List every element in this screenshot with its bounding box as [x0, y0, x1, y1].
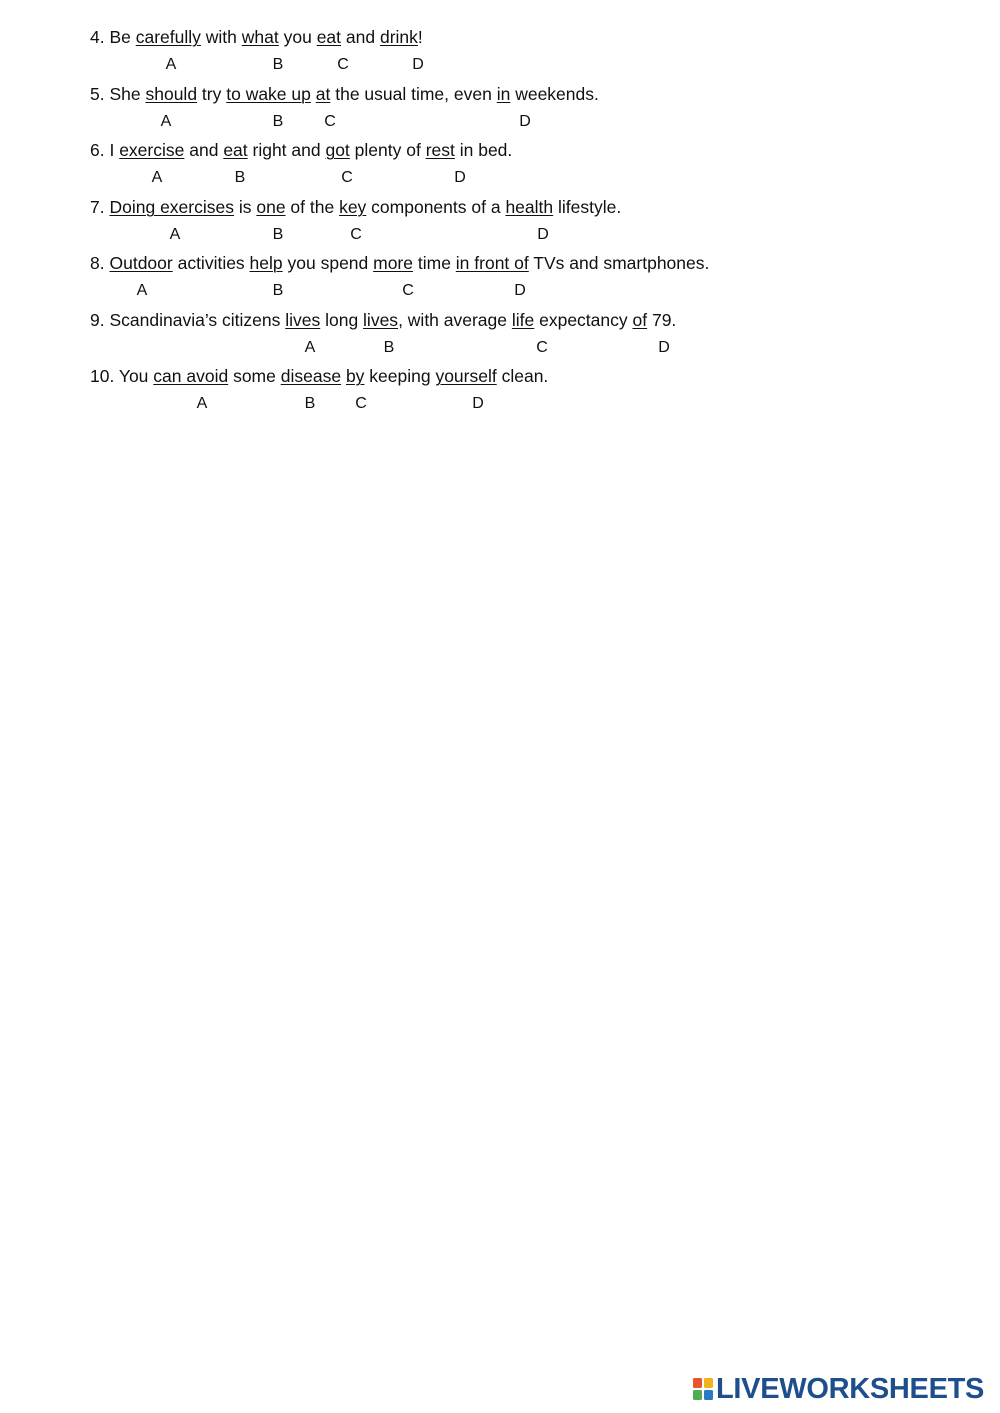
sentence-text: , with average [398, 310, 512, 330]
question-10 [90, 365, 548, 387]
answer-letter-a: A [165, 56, 177, 73]
liveworksheets-logo-text: LIVEWORKSHEETS [716, 1373, 985, 1405]
sentence-text: Be [104, 27, 136, 47]
answer-letter-c: C [355, 395, 367, 412]
underlined-option: exercise [119, 140, 185, 160]
sentence-text: you spend [282, 253, 374, 273]
underlined-option: drink [379, 27, 418, 47]
answer-letter-c: C [324, 113, 336, 130]
sentence-text: time [413, 253, 456, 273]
answer-letter-d: D [658, 339, 670, 356]
answer-letter-c: C [337, 56, 349, 73]
underlined-option: in front of [455, 253, 529, 273]
answer-letter-b: B [234, 169, 246, 186]
sentence-text: the usual time, even [330, 84, 497, 104]
sentence-text: some [228, 366, 281, 386]
underlined-option: to wake up [226, 84, 311, 104]
underlined-option: life [511, 310, 535, 330]
question-number: 9. [90, 310, 105, 330]
sentence-text: and [341, 27, 380, 47]
question-number: 5. [90, 84, 105, 104]
question-5 [90, 83, 599, 105]
underlined-option: help [249, 253, 283, 273]
liveworksheets-logo [692, 1372, 984, 1406]
underlined-option: key [339, 197, 367, 217]
underlined-option: yourself [435, 366, 497, 386]
question-number: 10. [90, 366, 115, 386]
liveworksheets-logo-icon [692, 1376, 714, 1402]
answer-letter-c: C [536, 339, 548, 356]
sentence-text: and [184, 140, 224, 160]
sentence-text: 79. [647, 310, 677, 330]
answer-letter-a: A [136, 282, 148, 299]
underlined-option: rest [425, 140, 455, 160]
answer-letter-a: A [169, 226, 181, 243]
underlined-option: lives [285, 310, 321, 330]
answer-letter-a: A [196, 395, 208, 412]
underlined-option: carefully [135, 27, 201, 47]
sentence-text: TVs and smartphones. [528, 253, 710, 273]
question-number: 6. [90, 140, 105, 160]
answer-letter-a: A [304, 339, 316, 356]
underlined-option: one [256, 197, 286, 217]
underlined-option: of [632, 310, 648, 330]
sentence-text: lifestyle. [553, 197, 622, 217]
underlined-option: what [241, 27, 279, 47]
answer-letter-b: B [272, 226, 284, 243]
question-8 [90, 252, 709, 274]
underlined-option: eat [223, 140, 248, 160]
sentence-text: with [200, 27, 242, 47]
underlined-option: at [315, 84, 331, 104]
sentence-text: activities [172, 253, 250, 273]
question-7 [90, 196, 621, 218]
answer-letter-c: C [402, 282, 414, 299]
question-6 [90, 139, 512, 161]
underlined-option: got [325, 140, 350, 160]
underlined-option: can avoid [153, 366, 229, 386]
sentence-text: You [114, 366, 154, 386]
underlined-option: in [496, 84, 511, 104]
answer-letter-d: D [454, 169, 466, 186]
underlined-option: lives [363, 310, 399, 330]
sentence-text: clean. [496, 366, 549, 386]
sentence-text: keeping [364, 366, 436, 386]
answer-letter-c: C [350, 226, 362, 243]
answer-letter-d: D [514, 282, 526, 299]
sentence-text: Scandinavia’s citizens [104, 310, 286, 330]
sentence-text: of the [285, 197, 340, 217]
underlined-option: Outdoor [109, 253, 173, 273]
underlined-option: health [505, 197, 554, 217]
answer-letter-b: B [272, 282, 284, 299]
question-number: 7. [90, 197, 105, 217]
answer-letter-c: C [341, 169, 353, 186]
answer-letter-d: D [537, 226, 549, 243]
sentence-text: long [320, 310, 364, 330]
sentence-text: expectancy [534, 310, 633, 330]
sentence-text: plenty of [349, 140, 426, 160]
answer-letter-b: B [383, 339, 395, 356]
sentence-text: components of a [366, 197, 506, 217]
answer-letter-b: B [304, 395, 316, 412]
underlined-option: more [373, 253, 413, 273]
answer-letter-b: B [272, 56, 284, 73]
answer-letter-d: D [472, 395, 484, 412]
underlined-option: disease [280, 366, 342, 386]
underlined-option: eat [316, 27, 342, 47]
underlined-option: should [145, 84, 198, 104]
question-4 [90, 26, 423, 48]
answer-letter-a: A [160, 113, 172, 130]
sentence-text: is [233, 197, 257, 217]
sentence-text: ! [417, 27, 423, 47]
sentence-text: weekends. [510, 84, 599, 104]
sentence-text: try [197, 84, 227, 104]
question-9 [90, 309, 676, 331]
answer-letter-b: B [272, 113, 284, 130]
sentence-text: She [104, 84, 146, 104]
sentence-text: I [104, 140, 120, 160]
sentence-text: in bed. [454, 140, 513, 160]
answer-letter-d: D [519, 113, 531, 130]
sentence-text: you [278, 27, 317, 47]
question-number: 4. [90, 27, 105, 47]
underlined-option: by [345, 366, 365, 386]
answer-letter-a: A [151, 169, 163, 186]
sentence-text: right and [247, 140, 326, 160]
question-number: 8. [90, 253, 105, 273]
answer-letter-d: D [412, 56, 424, 73]
underlined-option: Doing exercises [109, 197, 234, 217]
